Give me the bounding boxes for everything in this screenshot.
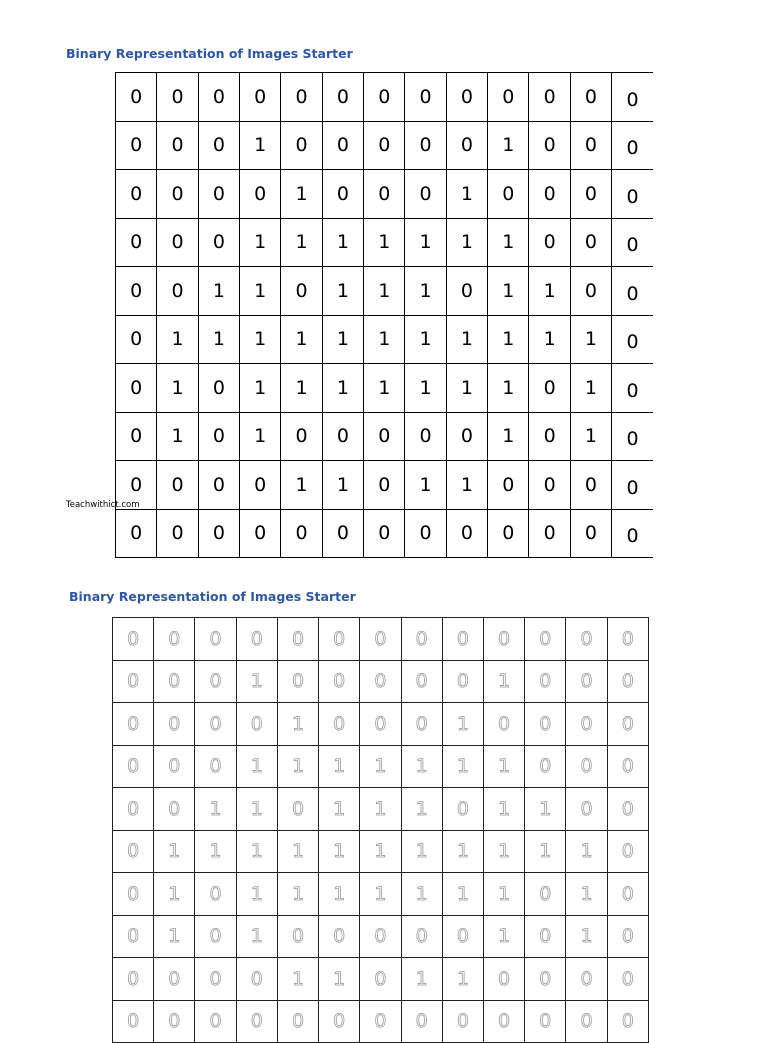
outline-cell-cell: 0 xyxy=(525,915,566,958)
binary-cell-cell: 1 xyxy=(322,364,363,413)
binary-cell-cell: 1 xyxy=(446,461,487,510)
binary-cell-cell: 1 xyxy=(322,218,363,267)
outline-cell-cell: 1 xyxy=(277,703,318,746)
binary-cell-cell: 0 xyxy=(446,412,487,461)
binary-cell-cell: 0 xyxy=(364,412,405,461)
binary-cell-row xyxy=(116,218,654,267)
binary-cell-cell: 0 xyxy=(116,509,157,558)
outline-cell-cell: 0 xyxy=(566,703,607,746)
worksheet-title-second: Binary Representation of Images Starter xyxy=(69,589,356,604)
outline-cell-cell: 0 xyxy=(154,618,195,661)
binary-cell-row xyxy=(116,364,654,413)
outline-cell-cell: 0 xyxy=(236,958,277,1001)
outline-cell-cell: 0 xyxy=(607,958,648,1001)
binary-cell-cell: 1 xyxy=(240,218,281,267)
outline-cell-cell: 1 xyxy=(236,745,277,788)
binary-cell-cell: 0 xyxy=(240,73,281,122)
outline-cell-cell: 0 xyxy=(195,703,236,746)
binary-cell-cell: 1 xyxy=(488,121,529,170)
binary-cell-cell: 1 xyxy=(364,364,405,413)
outline-cell-cell: 0 xyxy=(277,660,318,703)
binary-cell-cell: 0 xyxy=(529,218,570,267)
outline-cell-cell: 1 xyxy=(442,745,483,788)
outline-cell-row xyxy=(113,618,649,661)
binary-cell-cell: 0 xyxy=(612,315,653,364)
outline-cell-cell: 0 xyxy=(607,1000,648,1043)
binary-cell-cell: 0 xyxy=(529,412,570,461)
outline-cell-cell: 1 xyxy=(319,958,360,1001)
binary-cell-cell: 0 xyxy=(322,121,363,170)
binary-cell-cell: 1 xyxy=(157,364,198,413)
binary-cell-cell: 0 xyxy=(446,509,487,558)
outline-cell-cell: 1 xyxy=(483,873,524,916)
binary-cell-cell: 1 xyxy=(322,315,363,364)
outline-cell-cell: 0 xyxy=(113,703,154,746)
credit-text: Teachwithict.com xyxy=(66,500,140,510)
binary-cell-cell: 1 xyxy=(446,170,487,219)
outline-cell-cell: 0 xyxy=(154,745,195,788)
outline-cell-cell: 0 xyxy=(195,915,236,958)
outline-cell-cell: 0 xyxy=(442,618,483,661)
binary-cell-cell: 1 xyxy=(281,218,322,267)
outline-cell-cell: 1 xyxy=(195,830,236,873)
binary-cell-cell: 1 xyxy=(364,267,405,316)
outline-cell-cell: 1 xyxy=(360,873,401,916)
outline-cell-cell: 0 xyxy=(113,745,154,788)
outline-cell-cell: 1 xyxy=(525,830,566,873)
outline-cell-cell: 0 xyxy=(360,703,401,746)
outline-cell-cell: 0 xyxy=(566,958,607,1001)
binary-cell-cell: 1 xyxy=(281,315,322,364)
outline-cell-cell: 0 xyxy=(401,1000,442,1043)
binary-cell-cell: 0 xyxy=(612,509,653,558)
outline-cell-cell: 0 xyxy=(154,1000,195,1043)
outline-binary-grid xyxy=(112,617,649,1043)
outline-cell-cell: 1 xyxy=(236,873,277,916)
outline-cell-row xyxy=(113,788,649,831)
outline-cell-cell: 0 xyxy=(113,1000,154,1043)
binary-cell-cell: 0 xyxy=(405,73,446,122)
outline-cell-cell: 1 xyxy=(566,873,607,916)
outline-cell-cell: 0 xyxy=(607,915,648,958)
binary-cell-cell: 1 xyxy=(322,461,363,510)
binary-cell-cell: 0 xyxy=(281,509,322,558)
outline-cell-cell: 0 xyxy=(566,745,607,788)
binary-cell-cell: 0 xyxy=(446,73,487,122)
binary-cell-cell: 1 xyxy=(570,315,611,364)
outline-cell-cell: 0 xyxy=(236,618,277,661)
binary-cell-cell: 0 xyxy=(570,170,611,219)
outline-cell-cell: 1 xyxy=(277,745,318,788)
outline-cell-cell: 0 xyxy=(319,915,360,958)
outline-cell-cell: 0 xyxy=(195,660,236,703)
outline-cell-cell: 0 xyxy=(401,660,442,703)
outline-cell-cell: 1 xyxy=(360,830,401,873)
outline-cell-cell: 1 xyxy=(277,958,318,1001)
binary-cell-cell: 0 xyxy=(612,267,653,316)
binary-cell-cell: 0 xyxy=(198,73,239,122)
outline-cell-cell: 0 xyxy=(566,1000,607,1043)
outline-cell-cell: 0 xyxy=(195,1000,236,1043)
outline-cell-cell: 0 xyxy=(236,703,277,746)
binary-cell-cell: 0 xyxy=(612,73,653,122)
binary-cell-row xyxy=(116,412,654,461)
outline-cell-cell: 0 xyxy=(195,873,236,916)
binary-cell-cell: 0 xyxy=(488,73,529,122)
outline-cell-cell: 0 xyxy=(277,915,318,958)
outline-cell-cell: 0 xyxy=(607,830,648,873)
outline-cell-cell: 0 xyxy=(360,618,401,661)
outline-cell-cell: 0 xyxy=(195,958,236,1001)
binary-cell-row xyxy=(116,461,654,510)
binary-cell-cell: 0 xyxy=(116,170,157,219)
outline-cell-cell: 0 xyxy=(154,958,195,1001)
binary-cell-cell: 1 xyxy=(240,412,281,461)
binary-cell-cell: 0 xyxy=(570,218,611,267)
worksheet-title: Binary Representation of Images Starter xyxy=(66,46,353,61)
binary-cell-cell: 0 xyxy=(281,121,322,170)
outline-cell-cell: 1 xyxy=(236,788,277,831)
outline-cell-row xyxy=(113,958,649,1001)
outline-cell-cell: 0 xyxy=(401,703,442,746)
binary-cell-cell: 1 xyxy=(157,315,198,364)
binary-cell-cell: 1 xyxy=(446,315,487,364)
outline-cell-cell: 0 xyxy=(525,703,566,746)
outline-cell-cell: 1 xyxy=(483,915,524,958)
binary-cell-cell: 1 xyxy=(198,267,239,316)
binary-grid xyxy=(115,72,653,558)
binary-cell-cell: 1 xyxy=(240,121,281,170)
outline-cell-cell: 0 xyxy=(525,745,566,788)
outline-cell-cell: 0 xyxy=(360,1000,401,1043)
outline-cell-cell: 0 xyxy=(195,745,236,788)
outline-cell-cell: 0 xyxy=(154,703,195,746)
outline-cell-cell: 0 xyxy=(483,618,524,661)
binary-cell-cell: 1 xyxy=(405,364,446,413)
binary-cell-row xyxy=(116,315,654,364)
binary-cell-cell: 1 xyxy=(322,267,363,316)
outline-cell-cell: 0 xyxy=(113,830,154,873)
binary-cell-row xyxy=(116,267,654,316)
outline-cell-cell: 0 xyxy=(442,788,483,831)
binary-cell-cell: 0 xyxy=(198,121,239,170)
binary-cell-cell: 0 xyxy=(157,461,198,510)
outline-cell-cell: 1 xyxy=(566,830,607,873)
binary-cell-cell: 0 xyxy=(281,73,322,122)
binary-cell-cell: 0 xyxy=(570,267,611,316)
binary-cell-cell: 1 xyxy=(488,218,529,267)
binary-cell-cell: 0 xyxy=(405,170,446,219)
outline-cell-cell: 0 xyxy=(154,788,195,831)
outline-cell-cell: 0 xyxy=(566,618,607,661)
outline-cell-cell: 0 xyxy=(607,745,648,788)
binary-cell-cell: 0 xyxy=(570,73,611,122)
binary-cell-cell: 0 xyxy=(488,509,529,558)
outline-cell-row xyxy=(113,873,649,916)
outline-cell-cell: 1 xyxy=(483,745,524,788)
binary-cell-cell: 1 xyxy=(488,364,529,413)
outline-cell-cell: 0 xyxy=(113,873,154,916)
outline-cell-cell: 1 xyxy=(360,745,401,788)
binary-cell-cell: 0 xyxy=(446,121,487,170)
binary-cell-cell: 0 xyxy=(157,267,198,316)
outline-cell-cell: 0 xyxy=(607,873,648,916)
outline-cell-cell: 1 xyxy=(401,873,442,916)
outline-cell-cell: 1 xyxy=(442,873,483,916)
outline-cell-cell: 0 xyxy=(525,873,566,916)
outline-cell-cell: 0 xyxy=(113,660,154,703)
outline-cell-cell: 0 xyxy=(442,915,483,958)
binary-cell-cell: 1 xyxy=(529,267,570,316)
binary-cell-cell: 1 xyxy=(240,315,281,364)
binary-cell-cell: 0 xyxy=(529,170,570,219)
binary-cell-cell: 1 xyxy=(488,267,529,316)
outline-cell-cell: 0 xyxy=(277,618,318,661)
outline-cell-cell: 0 xyxy=(483,1000,524,1043)
binary-cell-cell: 0 xyxy=(529,461,570,510)
binary-cell-cell: 0 xyxy=(116,121,157,170)
binary-cell-cell: 0 xyxy=(240,170,281,219)
outline-cell-row xyxy=(113,1000,649,1043)
binary-cell-cell: 0 xyxy=(281,267,322,316)
outline-cell-cell: 0 xyxy=(113,915,154,958)
outline-cell-cell: 0 xyxy=(277,1000,318,1043)
outline-cell-cell: 0 xyxy=(566,788,607,831)
binary-cell-row xyxy=(116,73,654,122)
outline-cell-cell: 1 xyxy=(154,830,195,873)
outline-cell-row xyxy=(113,915,649,958)
outline-cell-cell: 0 xyxy=(360,958,401,1001)
binary-cell-cell: 0 xyxy=(322,412,363,461)
binary-cell-cell: 0 xyxy=(364,121,405,170)
outline-cell-cell: 1 xyxy=(319,830,360,873)
binary-cell-cell: 0 xyxy=(446,267,487,316)
outline-cell-cell: 0 xyxy=(607,703,648,746)
binary-cell-cell: 1 xyxy=(405,218,446,267)
binary-cell-cell: 0 xyxy=(612,170,653,219)
binary-cell-cell: 0 xyxy=(322,509,363,558)
outline-cell-cell: 0 xyxy=(607,618,648,661)
binary-cell-cell: 1 xyxy=(570,412,611,461)
binary-cell-row xyxy=(116,509,654,558)
outline-cell-cell: 0 xyxy=(607,788,648,831)
binary-cell-cell: 1 xyxy=(405,461,446,510)
binary-cell-cell: 0 xyxy=(322,170,363,219)
outline-cell-cell: 1 xyxy=(319,788,360,831)
outline-cell-cell: 0 xyxy=(401,618,442,661)
binary-cell-cell: 0 xyxy=(570,461,611,510)
binary-cell-cell: 0 xyxy=(157,509,198,558)
outline-cell-cell: 1 xyxy=(483,788,524,831)
outline-cell-cell: 1 xyxy=(442,958,483,1001)
outline-cell-cell: 1 xyxy=(442,830,483,873)
outline-cell-cell: 0 xyxy=(113,958,154,1001)
outline-cell-cell: 0 xyxy=(607,660,648,703)
outline-cell-cell: 0 xyxy=(319,703,360,746)
binary-cell-cell: 1 xyxy=(488,315,529,364)
binary-cell-cell: 0 xyxy=(157,121,198,170)
outline-cell-cell: 1 xyxy=(195,788,236,831)
binary-cell-cell: 0 xyxy=(570,121,611,170)
binary-cell-cell: 0 xyxy=(405,121,446,170)
binary-cell-cell: 0 xyxy=(529,121,570,170)
binary-cell-cell: 0 xyxy=(488,170,529,219)
outline-cell-cell: 0 xyxy=(195,618,236,661)
binary-cell-row xyxy=(116,121,654,170)
binary-cell-cell: 0 xyxy=(529,364,570,413)
binary-cell-cell: 0 xyxy=(322,73,363,122)
binary-cell-cell: 1 xyxy=(446,218,487,267)
binary-cell-cell: 0 xyxy=(281,412,322,461)
outline-cell-cell: 0 xyxy=(401,915,442,958)
binary-cell-cell: 0 xyxy=(612,121,653,170)
outline-cell-cell: 1 xyxy=(360,788,401,831)
binary-cell-row xyxy=(116,170,654,219)
binary-cell-cell: 0 xyxy=(405,412,446,461)
binary-cell-cell: 0 xyxy=(364,170,405,219)
outline-cell-row xyxy=(113,830,649,873)
binary-cell-cell: 0 xyxy=(198,170,239,219)
binary-cell-cell: 1 xyxy=(157,412,198,461)
binary-grid-body xyxy=(116,73,654,558)
outline-cell-cell: 0 xyxy=(113,788,154,831)
outline-cell-cell: 1 xyxy=(154,873,195,916)
outline-cell-row xyxy=(113,703,649,746)
outline-cell-cell: 0 xyxy=(442,1000,483,1043)
binary-cell-cell: 0 xyxy=(116,218,157,267)
outline-cell-cell: 0 xyxy=(442,660,483,703)
binary-cell-cell: 1 xyxy=(364,218,405,267)
binary-cell-cell: 0 xyxy=(198,412,239,461)
binary-cell-cell: 0 xyxy=(198,364,239,413)
outline-cell-cell: 0 xyxy=(360,660,401,703)
outline-cell-cell: 0 xyxy=(319,618,360,661)
binary-cell-cell: 1 xyxy=(405,315,446,364)
outline-cell-cell: 0 xyxy=(360,915,401,958)
outline-cell-cell: 1 xyxy=(277,873,318,916)
outline-cell-cell: 0 xyxy=(277,788,318,831)
outline-cell-row xyxy=(113,745,649,788)
outline-cell-cell: 0 xyxy=(113,618,154,661)
outline-cell-cell: 1 xyxy=(401,958,442,1001)
outline-cell-cell: 0 xyxy=(525,660,566,703)
binary-cell-cell: 1 xyxy=(281,364,322,413)
binary-cell-cell: 0 xyxy=(529,73,570,122)
binary-cell-cell: 0 xyxy=(364,73,405,122)
binary-cell-cell: 1 xyxy=(488,412,529,461)
binary-cell-cell: 1 xyxy=(405,267,446,316)
binary-cell-cell: 0 xyxy=(157,73,198,122)
outline-cell-cell: 1 xyxy=(236,660,277,703)
outline-cell-cell: 0 xyxy=(319,1000,360,1043)
outline-cell-cell: 0 xyxy=(154,660,195,703)
binary-cell-cell: 0 xyxy=(364,509,405,558)
binary-cell-cell: 0 xyxy=(612,412,653,461)
outline-cell-row xyxy=(113,660,649,703)
outline-cell-cell: 1 xyxy=(401,788,442,831)
outline-cell-cell: 1 xyxy=(442,703,483,746)
outline-cell-cell: 1 xyxy=(483,660,524,703)
binary-cell-cell: 0 xyxy=(116,315,157,364)
binary-cell-cell: 0 xyxy=(116,461,157,510)
binary-cell-cell: 1 xyxy=(198,315,239,364)
outline-cell-cell: 0 xyxy=(319,660,360,703)
outline-cell-cell: 1 xyxy=(525,788,566,831)
outline-cell-cell: 1 xyxy=(319,745,360,788)
binary-cell-cell: 0 xyxy=(364,461,405,510)
outline-cell-cell: 1 xyxy=(401,745,442,788)
binary-cell-cell: 0 xyxy=(529,509,570,558)
outline-cell-cell: 1 xyxy=(401,830,442,873)
outline-cell-cell: 0 xyxy=(566,660,607,703)
outline-cell-cell: 0 xyxy=(483,958,524,1001)
outline-cell-cell: 0 xyxy=(525,618,566,661)
outline-cell-cell: 0 xyxy=(236,1000,277,1043)
outline-binary-grid-body xyxy=(113,618,649,1043)
binary-cell-cell: 0 xyxy=(612,218,653,267)
outline-cell-cell: 1 xyxy=(566,915,607,958)
binary-cell-cell: 0 xyxy=(198,509,239,558)
outline-cell-cell: 0 xyxy=(525,958,566,1001)
binary-cell-cell: 0 xyxy=(570,509,611,558)
outline-cell-cell: 0 xyxy=(525,1000,566,1043)
binary-cell-cell: 1 xyxy=(281,170,322,219)
binary-cell-cell: 0 xyxy=(198,461,239,510)
outline-cell-cell: 1 xyxy=(319,873,360,916)
binary-cell-cell: 0 xyxy=(488,461,529,510)
binary-cell-cell: 0 xyxy=(116,73,157,122)
outline-cell-cell: 1 xyxy=(483,830,524,873)
binary-cell-cell: 0 xyxy=(157,170,198,219)
binary-cell-cell: 0 xyxy=(240,461,281,510)
binary-cell-cell: 0 xyxy=(116,267,157,316)
binary-cell-cell: 1 xyxy=(240,267,281,316)
binary-cell-cell: 0 xyxy=(116,412,157,461)
binary-cell-cell: 1 xyxy=(446,364,487,413)
binary-cell-cell: 1 xyxy=(529,315,570,364)
binary-cell-cell: 0 xyxy=(198,218,239,267)
binary-cell-cell: 1 xyxy=(281,461,322,510)
outline-cell-cell: 1 xyxy=(154,915,195,958)
binary-cell-cell: 0 xyxy=(612,364,653,413)
binary-cell-cell: 1 xyxy=(570,364,611,413)
binary-cell-cell: 0 xyxy=(240,509,281,558)
binary-cell-cell: 0 xyxy=(612,461,653,510)
binary-cell-cell: 0 xyxy=(116,364,157,413)
outline-cell-cell: 1 xyxy=(236,830,277,873)
binary-cell-cell: 1 xyxy=(364,315,405,364)
binary-cell-cell: 0 xyxy=(157,218,198,267)
outline-cell-cell: 1 xyxy=(277,830,318,873)
outline-cell-cell: 1 xyxy=(236,915,277,958)
outline-cell-cell: 0 xyxy=(483,703,524,746)
binary-cell-cell: 0 xyxy=(405,509,446,558)
binary-cell-cell: 1 xyxy=(240,364,281,413)
